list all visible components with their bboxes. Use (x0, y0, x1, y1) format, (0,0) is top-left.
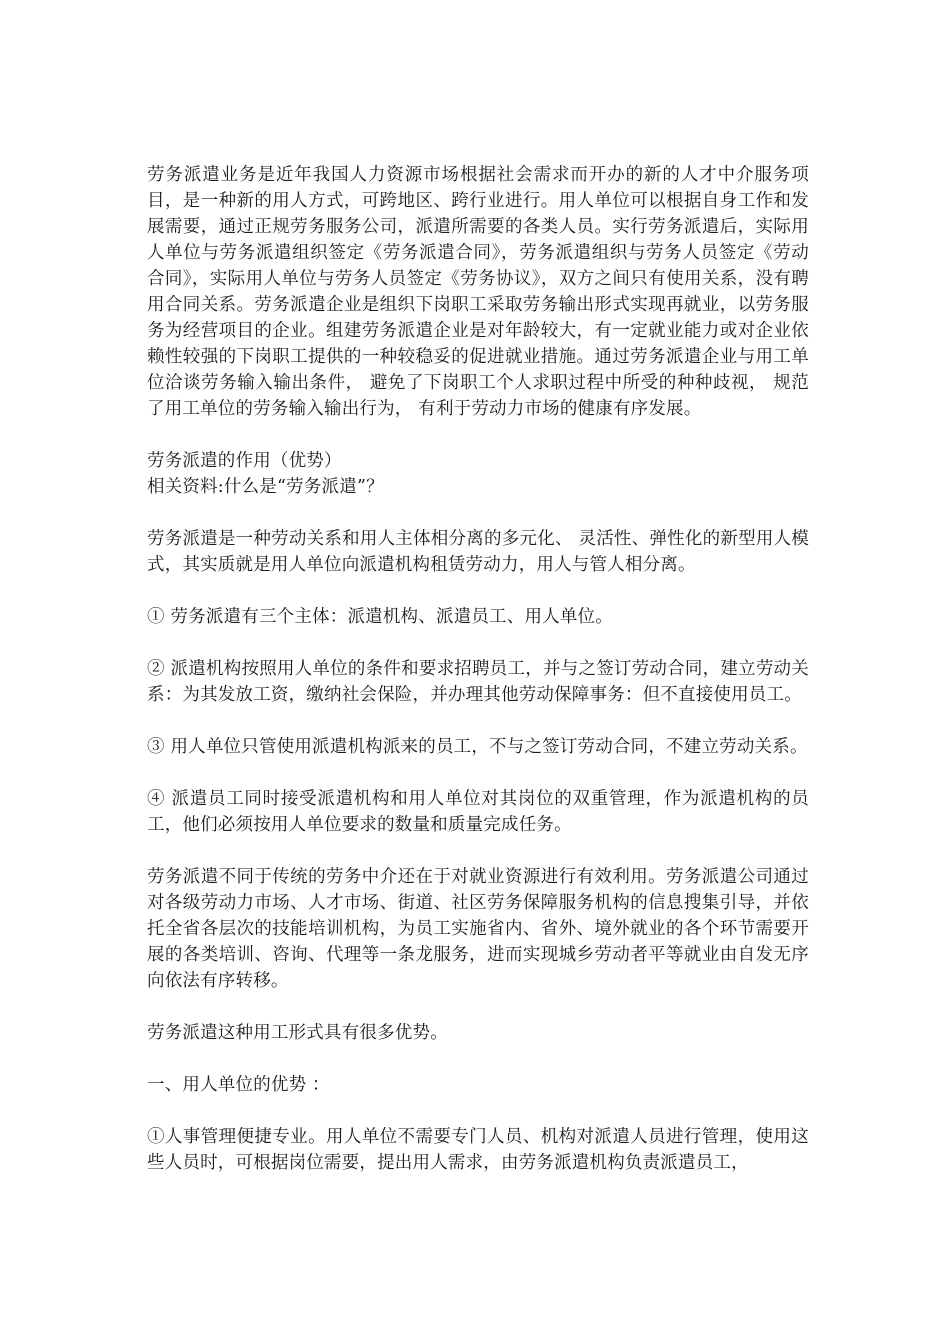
section-title: 劳务派遣的作用（优势） (147, 451, 342, 471)
related-link[interactable]: 相关资料:什么是“劳务派遣”？ (147, 477, 384, 497)
advantages-intro: 劳务派遣这种用工形式具有很多优势。 (147, 1023, 448, 1043)
employer-point-1: ①人事管理便捷专业。用人单位不需要专门人员、机构对派遣人员进行管理，使用这些人员时，可根据岗位需要，提出用人需求，由劳务派遣机构负责派遣员工， (147, 1127, 809, 1173)
point-4: ④ 派遣员工同时接受派遣机构和用人单位对其岗位的双重管理，作为派遣机构的员工，他们必须按用人单位要求的数量和质量完成任务。 (147, 789, 809, 835)
difference-paragraph: 劳务派遣不同于传统的劳务中介还在于对就业资源进行有效利用。劳务派遣公司通过对各级劳动力市场、人才市场、街道、社区劳务保障服务机构的信息搜集引导，并依托全省各层次的技能培训机构，为员工实施省内、省外、境外就业的各个环节需要开展的各类培训、咨询、代理等一条龙服务，进而实现城乡劳动者平等就业由自发无序向依法有序转移。 (147, 867, 809, 991)
employer-heading: 一、用人单位的优势 ： (147, 1075, 330, 1095)
point-3: ③ 用人单位只管使用派遣机构派来的员工，不与之签订劳动合同，不建立劳动关系。 (147, 737, 808, 757)
definition-paragraph: 劳务派遣是一种劳动关系和用人主体相分离的多元化、 灵活性、弹性化的新型用人模式，其实质就是用人单位向派遣机构租赁劳动力，用人与管人相分离。 (147, 529, 809, 575)
intro-paragraph: 劳务派遣业务是近年我国人力资源市场根据社会需求而开办的新的人才中介服务项目，是一种新的用人方式，可跨地区、跨行业进行。用人单位可以根据自身工作和发展需要，通过正规劳务服务公司，派遣所需要的各类人员。实行劳务派遣后，实际用人单位与劳务派遣组织签定《劳务派遣合同》，劳务派遣组织与劳务人员签定《劳动合同》，实际用人单位与劳务人员签定《劳务协议》，双方之间只有使用关系，没有聘用合同关系。劳务派遣企业是组织下岗职工采取劳务输出形式实现再就业，以劳务服务为经营项目的企业。组建劳务派遣企业是对年龄较大，有一定就业能力或对企业依赖性较强的下岗职工提供的一种较稳妥的促进就业措施。通过劳务派遣企业与用工单位洽谈劳务输入输出条件， 避免了下岗职工个人求职过程中所受的种种歧视， 规范了用工单位的劳务输入输出行为， 有利于劳动力市场的健康有序发展。 (147, 165, 809, 419)
point-2: ② 派遣机构按照用人单位的条件和要求招聘员工，并与之签订劳动合同，建立劳动关系：为其发放工资，缴纳社会保险，并办理其他劳动保障事务：但不直接使用员工。 (147, 659, 809, 705)
point-1: ① 劳务派遣有三个主体：派遣机构、派遣员工、用人单位。 (147, 607, 613, 627)
document-body (147, 162, 809, 1176)
